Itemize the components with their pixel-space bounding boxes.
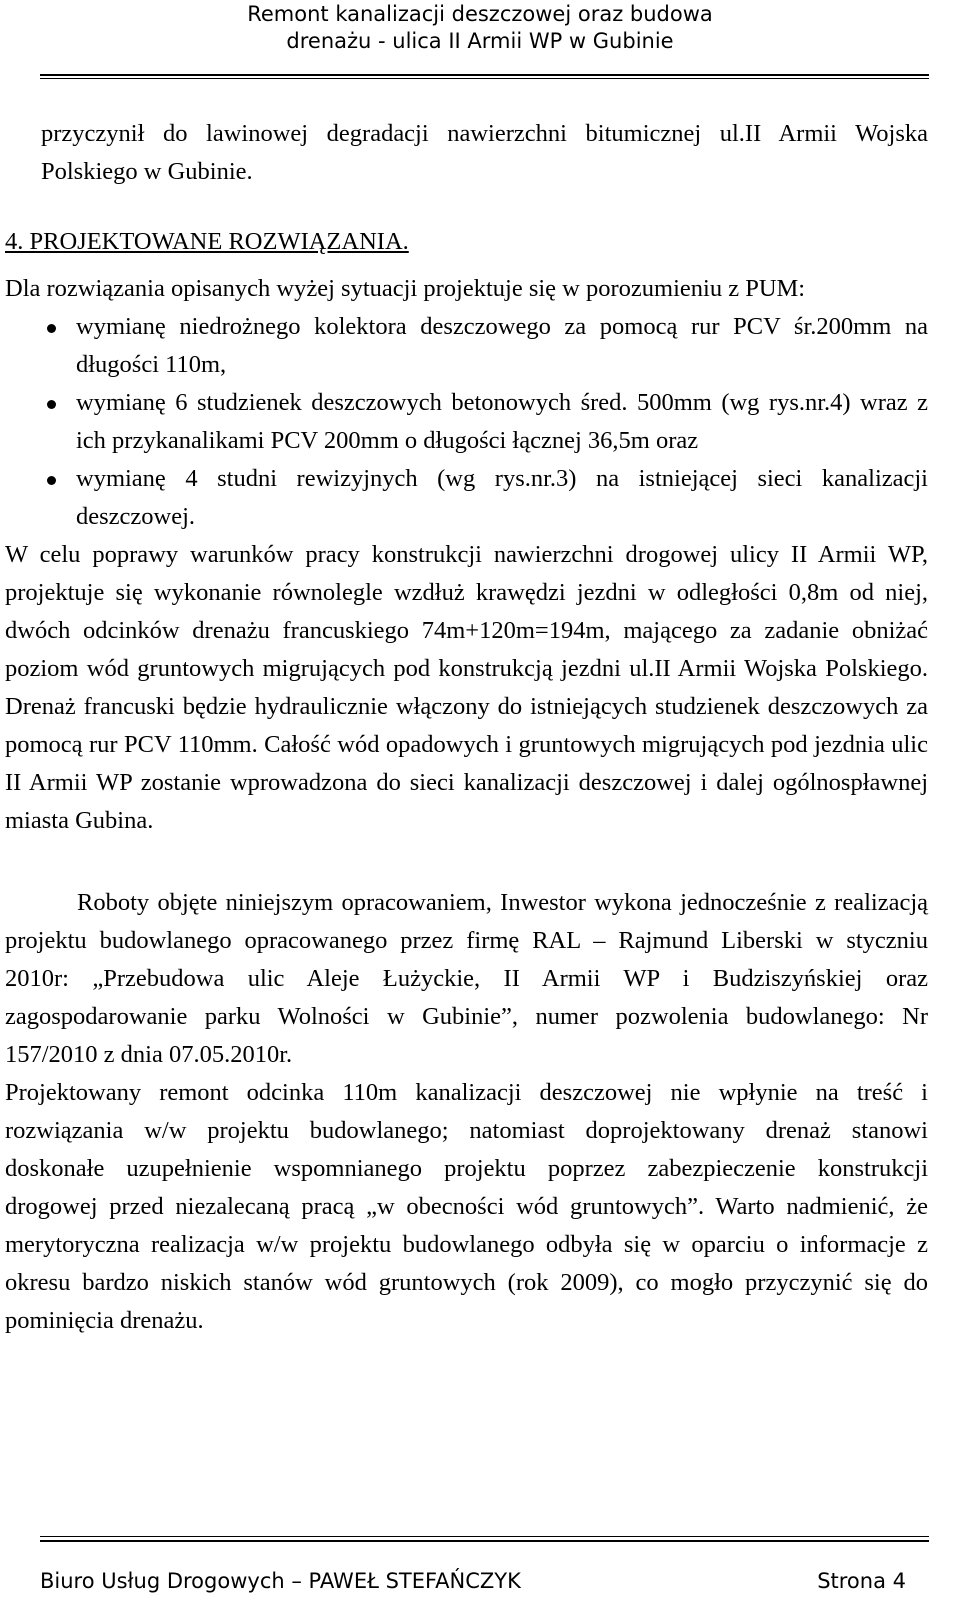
header-divider-thin — [40, 78, 929, 79]
page-header — [0, 0, 960, 60]
drainage-paragraph: W celu poprawy warunków pracy konstrukcji nawierzchni drogowej ulicy II Armii WP, projektuje się wykonanie równolegle wzdłuż krawędzi jezdni w odległości 0,8m od niej, dwóch odcinków drenażu francuskiego 74m+120m=194m, mającego za zadanie obniżać poziom wód gruntowych migrujących pod konstrukcją jezdni ul.II Armii Wojska Polskiego. Drenaż francuski będzie hydraulicznie włączony do istniejących studzienek deszczowych za pomocą rur PCV 110mm. Całość wód opadowych i gruntowych migrujących pod jezdnia ulic II Armii WP zostanie wprowadzona do sieci kanalizacji deszczowej i dalej ogólnospławnej miasta Gubina. — [5, 541, 928, 834]
intro-paragraph: przyczynił do lawinowej degradacji nawierzchni bitumicznej ul.II Armii Wojska Polskiego w Gubinie. — [41, 120, 928, 185]
page-number: Strona 4 — [817, 1569, 906, 1593]
header-divider — [40, 74, 929, 76]
section-heading-text: 4. PROJEKTOWANE ROZWIĄZANIA. — [5, 228, 409, 255]
footer-divider-thin — [40, 1536, 929, 1537]
solution-list — [5, 308, 928, 536]
header-title-line-1: Remont kanalizacji deszczowej oraz budowa — [247, 2, 713, 26]
section-heading — [5, 223, 928, 261]
list-item: wymianę 4 studni rewizyjnych (wg rys.nr.3) na istniejącej sieci kanalizacji deszczowej. — [5, 460, 928, 536]
footer-divider — [40, 1540, 929, 1542]
page-footer — [40, 1566, 906, 1596]
impact-paragraph: Projektowany remont odcinka 110m kanalizacji deszczowej nie wpłynie na treść i rozwiązania w/w projektu budowlanego; natomiast doprojektowany drenaż stanowi doskonałe uzupełnienie wspomnianego projektu poprzez zabezpieczenie konstrukcji drogowej przed niezalecaną pracą „w obecności wód gruntowych”. Warto nadmienić, że merytoryczna realizacja w/w projektu budowlanego odbyła się w oparciu o informacje z okresu bardzo niskich stanów wód gruntowych (rok 2009), co mogło przyczynić się do pominięcia drenażu. — [5, 1079, 928, 1334]
list-item: wymianę 6 studzienek deszczowych betonowych śred. 500mm (wg rys.nr.4) wraz z ich przykanalikami PCV 200mm o długości łącznej 36,5m oraz — [5, 384, 928, 460]
lead-paragraph: Dla rozwiązania opisanych wyżej sytuacji projektuje się w porozumieniu z PUM: — [5, 275, 806, 302]
list-item: wymianę niedrożnego kolektora deszczowego za pomocą rur PCV śr.200mm na długości 110m, — [5, 308, 928, 384]
footer-company: Biuro Usług Drogowych – PAWEŁ STEFAŃCZYK — [40, 1569, 521, 1593]
coordination-paragraph: Roboty objęte niniejszym opracowaniem, Inwestor wykona jednocześnie z realizacją projektu budowlanego opracowanego przez firmę RAL – Rajmund Liberski w styczniu 2010r: „Przebudowa ulic Aleje Łużyckie, II Armii WP i Budziszyńskiej oraz zagospodarowanie parku Wolności w Gubinie”, numer pozwolenia budowlanego: Nr 157/2010 z dnia 07.05.2010r. — [5, 889, 928, 1068]
header-title-line-2: drenażu - ulica II Armii WP w Gubinie — [286, 29, 674, 53]
document-body — [5, 115, 928, 1340]
